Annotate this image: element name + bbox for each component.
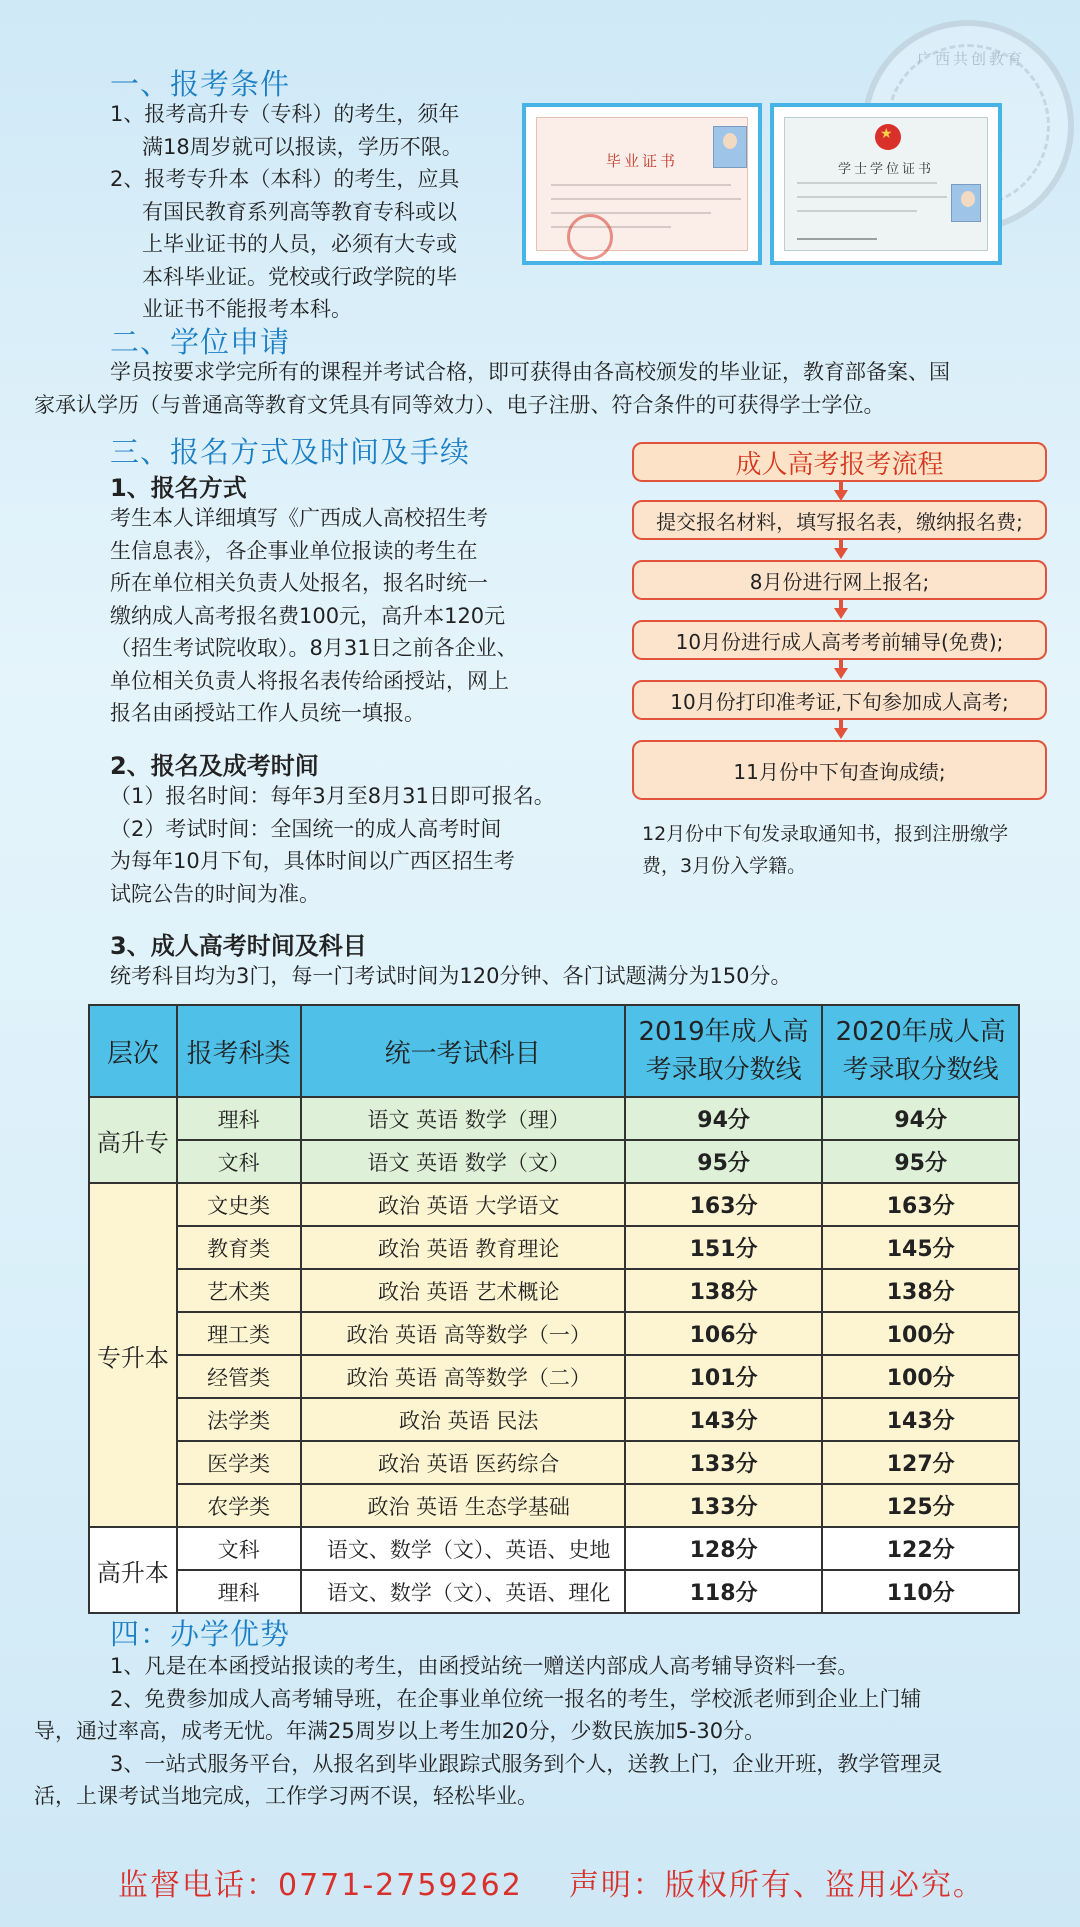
degree-title: 学士学位证书: [837, 162, 934, 177]
diploma-title: 毕业证书: [605, 152, 678, 170]
table-row: [89, 1570, 1019, 1613]
score-2019-cell: 106分: [625, 1312, 823, 1355]
footer-hotline-statement: 监督电话：0771-2759262 声明：版权所有、盗用必究。: [118, 1868, 985, 1903]
advantages-line: 1、凡是在本函授站报读的考生，由函授站统一赠送内部成人高考辅导资料一套。: [110, 1654, 859, 1678]
section-heading-registration: 三、报名方式及时间及手续: [110, 435, 471, 469]
degree-line: 家承认学历（与普通高等教育文凭具有同等效力）、电子注册、符合条件的可获得学士学位。: [34, 392, 885, 417]
time-line: （2）考试时间：全国统一的成人高考时间: [110, 816, 502, 841]
score-2020-cell: 122分: [822, 1527, 1019, 1570]
score-2019-cell: 128分: [625, 1527, 823, 1570]
score-2019-cell: 101分: [625, 1355, 823, 1398]
exam-subjects-text: 统考科目均为3门，每一门考试时间为120分钟、各门试题满分为150分。: [110, 964, 792, 988]
time-line: 试院公告的时间为准。: [110, 881, 320, 906]
flow-note: [642, 818, 1008, 882]
score-2019-cell: 118分: [625, 1570, 823, 1613]
table-row: [89, 1140, 1019, 1183]
subjects-cell: 政治 英语 大学语文: [301, 1183, 625, 1226]
degree-photo: [951, 184, 981, 222]
advantages-line: 2、免费参加成人高考辅导班，在企事业单位统一报名的考生，学校派老师到企业上门辅: [110, 1686, 922, 1711]
category-cell: 文科: [177, 1527, 301, 1570]
flow-step: 8月份进行网上报名;: [632, 560, 1047, 600]
section-heading-requirements: 一、报考条件: [110, 67, 291, 101]
table-row: [89, 1484, 1019, 1527]
advantages-text: [34, 1650, 943, 1813]
score-2019-cell: 143分: [625, 1398, 823, 1441]
flow-step: 10月份打印准考证,下旬参加成人高考;: [632, 680, 1047, 720]
score-2019-cell: 95分: [625, 1140, 823, 1183]
category-cell: 理工类: [177, 1312, 301, 1355]
category-cell: 文史类: [177, 1183, 301, 1226]
subjects-cell: 政治 英语 教育理论: [301, 1226, 625, 1269]
subjects-cell: 政治 英语 艺术概论: [301, 1269, 625, 1312]
table-row: [89, 1183, 1019, 1226]
flow-note-line: 费，3月份入学籍。: [642, 855, 807, 877]
level-cell: 高升本: [89, 1527, 177, 1613]
table-row: [89, 1226, 1019, 1269]
score-2020-cell: 145分: [822, 1226, 1019, 1269]
registration-time-text: [110, 780, 555, 910]
subjects-cell: 语文 英语 数学（理）: [301, 1097, 625, 1140]
registration-line: 缴纳成人高考报名费100元，高升本120元: [110, 603, 506, 628]
diploma-photo: [713, 126, 747, 168]
header-2019: 2019年成人高 考录取分数线: [625, 1005, 823, 1097]
requirements-line: 1、报考高升专（专科）的考生，须年: [110, 102, 460, 126]
level-cell: 专升本: [89, 1183, 177, 1527]
category-cell: 理科: [177, 1097, 301, 1140]
score-2020-cell: 125分: [822, 1484, 1019, 1527]
registration-line: 报名由函授站工作人员统一填报。: [110, 701, 425, 725]
flow-step: 11月份中下旬查询成绩;: [632, 740, 1047, 800]
table-row: [89, 1097, 1019, 1140]
score-2020-cell: 163分: [822, 1183, 1019, 1226]
flow-step: 提交报名材料，填写报名表，缴纳报名费;: [632, 500, 1047, 540]
registration-line: 考生本人详细填写《广西成人高校招生考: [110, 506, 488, 530]
subjects-cell: 政治 英语 医药综合: [301, 1441, 625, 1484]
advantages-line: 3、一站式服务平台，从报名到毕业跟踪式服务到个人，送教上门，企业开班，教学管理灵: [110, 1751, 943, 1776]
flow-arrow-icon: [834, 728, 848, 739]
score-2020-cell: 100分: [822, 1312, 1019, 1355]
subjects-cell: 政治 英语 生态学基础: [301, 1484, 625, 1527]
degree-certificate-image: [770, 103, 1002, 265]
registration-line: 生信息表》，各企事业单位报读的考生在: [110, 538, 478, 563]
header-category: 报考科类: [177, 1005, 301, 1097]
subheading-registration-method: 1、报名方式: [110, 474, 247, 502]
diploma-seal: [567, 214, 613, 260]
flow-arrow-icon: [834, 668, 848, 679]
table-row: [89, 1527, 1019, 1570]
requirements-line: 满18周岁就可以报读，学历不限。: [142, 134, 463, 159]
flow-note-line: 12月份中下旬发录取通知书，报到注册缴学: [642, 823, 1009, 845]
advantages-line: 活，上课考试当地完成，工作学习两不误，轻松毕业。: [34, 1784, 538, 1808]
score-2020-cell: 138分: [822, 1269, 1019, 1312]
category-cell: 理科: [177, 1570, 301, 1613]
category-cell: 法学类: [177, 1398, 301, 1441]
score-2020-cell: 127分: [822, 1441, 1019, 1484]
category-cell: 医学类: [177, 1441, 301, 1484]
watermark-text: 广西共创教育: [916, 50, 1025, 68]
section-heading-advantages: 四：办学优势: [110, 1617, 291, 1651]
table-row: [89, 1398, 1019, 1441]
category-cell: 文科: [177, 1140, 301, 1183]
subjects-cell: 政治 英语 民法: [301, 1398, 625, 1441]
header-level: 层次: [89, 1005, 177, 1097]
flow-step: 10月份进行成人高考考前辅导(免费);: [632, 620, 1047, 660]
registration-method-text: [110, 502, 518, 730]
subjects-cell: 语文 英语 数学（文）: [301, 1140, 625, 1183]
score-table: [88, 1004, 1020, 1614]
score-2019-cell: 151分: [625, 1226, 823, 1269]
time-line: 为每年10月下旬，具体时间以广西区招生考: [110, 849, 515, 873]
table-row: [89, 1441, 1019, 1484]
flow-arrow-icon: [834, 608, 848, 619]
requirements-line: 本科毕业证。党校或行政学院的毕: [142, 264, 457, 289]
table-row: [89, 1312, 1019, 1355]
requirements-text: [110, 98, 463, 326]
table-row: [89, 1355, 1019, 1398]
degree-text: [34, 356, 950, 421]
advantages-line: 导，通过率高，成考无忧。年满25周岁以上考生加20分，少数民族加5-30分。: [34, 1719, 766, 1743]
registration-line: （招生考试院收取）。8月31日之前各企业、: [110, 636, 518, 660]
category-cell: 农学类: [177, 1484, 301, 1527]
flow-arrow-icon: [834, 548, 848, 559]
subjects-cell: 语文、数学（文）、英语、史地: [301, 1527, 625, 1570]
header-subjects: 统一考试科目: [301, 1005, 625, 1097]
section-heading-degree: 二、学位申请: [110, 325, 291, 359]
subheading-exam-subjects: 3、成人高考时间及科目: [110, 932, 367, 960]
category-cell: 艺术类: [177, 1269, 301, 1312]
subjects-cell: 政治 英语 高等数学（二）: [301, 1355, 625, 1398]
category-cell: 教育类: [177, 1226, 301, 1269]
score-2020-cell: 95分: [822, 1140, 1019, 1183]
subjects-cell: 政治 英语 高等数学（一）: [301, 1312, 625, 1355]
score-2019-cell: 94分: [625, 1097, 823, 1140]
table-row: [89, 1269, 1019, 1312]
score-2020-cell: 94分: [822, 1097, 1019, 1140]
score-2019-cell: 133分: [625, 1484, 823, 1527]
score-2020-cell: 100分: [822, 1355, 1019, 1398]
score-2019-cell: 133分: [625, 1441, 823, 1484]
score-2020-cell: 143分: [822, 1398, 1019, 1441]
score-2019-cell: 138分: [625, 1269, 823, 1312]
national-emblem-icon: [875, 124, 901, 150]
header-2020: 2020年成人高 考录取分数线: [822, 1005, 1019, 1097]
registration-line: 单位相关负责人将报名表传给函授站，网上: [110, 668, 509, 693]
requirements-line: 业证书不能报考本科。: [142, 297, 352, 321]
score-2020-cell: 110分: [822, 1570, 1019, 1613]
requirements-line: 上毕业证书的人员，必须有大专或: [142, 232, 457, 256]
requirements-line: 2、报考专升本（本科）的考生，应具: [110, 167, 460, 191]
requirements-line: 有国民教育系列高等教育专科或以: [142, 199, 457, 224]
subjects-cell: 语文、数学（文）、英语、理化: [301, 1570, 625, 1613]
time-line: （1）报名时间：每年3月至8月31日即可报名。: [110, 784, 555, 808]
level-cell: 高升专: [89, 1097, 177, 1183]
diploma-certificate-image: [522, 103, 762, 265]
flow-title: 成人高考报考流程: [632, 442, 1047, 482]
score-2019-cell: 163分: [625, 1183, 823, 1226]
subheading-registration-time: 2、报名及成考时间: [110, 752, 319, 780]
category-cell: 经管类: [177, 1355, 301, 1398]
degree-line: 学员按要求学完所有的课程并考试合格，即可获得由各高校颁发的毕业证，教育部备案、国: [110, 360, 950, 384]
registration-line: 所在单位相关负责人处报名，报名时统一: [110, 571, 488, 595]
